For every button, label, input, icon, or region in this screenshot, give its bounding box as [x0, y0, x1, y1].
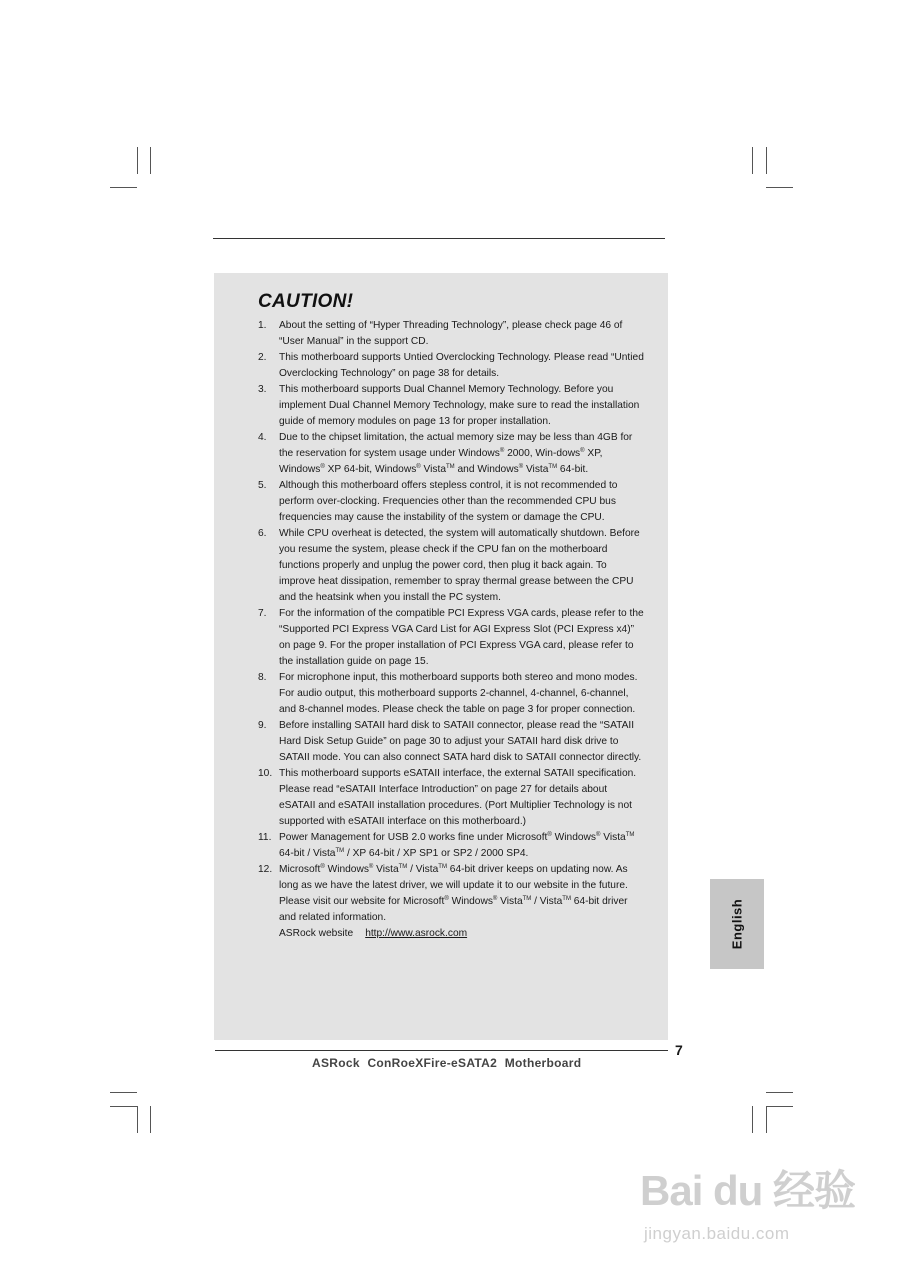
watermark-logo: Bai du 经验 — [640, 1167, 856, 1214]
watermark-url: jingyan.baidu.com — [644, 1224, 790, 1243]
caution-item — [258, 430, 644, 478]
caution-item-number: 6. — [258, 528, 267, 539]
caution-item-text: About the setting of “Hyper Threading Technology”, please check page 46 of “User Manual” in the support CD. — [279, 320, 623, 347]
caution-item-number: 11. — [258, 832, 272, 843]
caution-item-number: 2. — [258, 352, 267, 363]
caution-item-text: Before installing SATAII hard disk to SATAII connector, please read the “SATAII Hard Disk Setup Guide” on page 30 to adjust your SATAII hard disk drive to SATAII mode. You can also connect SATA hard disk to SATAII connector directly. — [279, 720, 642, 763]
header-rule — [213, 238, 665, 239]
language-tab — [710, 879, 764, 969]
crop-mark — [766, 1106, 793, 1107]
caution-item-number: 8. — [258, 672, 267, 683]
footer-rule — [215, 1050, 668, 1051]
caution-item — [258, 478, 644, 526]
caution-item-text: This motherboard supports Untied Overclocking Technology. Please read “Untied Overclocking Technology” on page 38 for details. — [279, 352, 644, 379]
caution-item-text: This motherboard supports eSATAII interface, the external SATAII specification. Please read “eSATAII Interface Introduction” on page 27 for details about eSATAII and eSATAII installation procedures. (Port Multiplier Technology is not supported with eSATAII interface on this motherboard.) — [279, 768, 637, 827]
caution-item — [258, 670, 644, 718]
crop-mark — [766, 187, 793, 188]
caution-item — [258, 718, 644, 766]
caution-item — [258, 830, 644, 862]
caution-title: CAUTION! — [258, 291, 354, 312]
caution-item — [258, 318, 644, 350]
caution-item-text: For microphone input, this motherboard supports both stereo and mono modes. For audio output, this motherboard supports 2-channel, 4-channel, 6-channel, and 8-channel modes. Please check the table on page 3 for proper connection. — [279, 672, 638, 715]
crop-mark — [766, 147, 767, 174]
caution-item — [258, 350, 644, 382]
crop-mark — [150, 147, 151, 174]
caution-item-number: 7. — [258, 608, 267, 619]
crop-mark — [137, 147, 138, 174]
crop-mark — [137, 1106, 138, 1133]
crop-mark — [150, 1106, 151, 1133]
crop-mark — [752, 1106, 753, 1133]
caution-item-number: 10. — [258, 768, 273, 779]
caution-item — [258, 862, 644, 942]
caution-item — [258, 526, 644, 606]
caution-item — [258, 606, 644, 670]
caution-item-text: This motherboard supports Dual Channel Memory Technology. Before you implement Dual Channel Memory Technology, make sure to read the installation guide of memory modules on page 13 for proper installation. — [279, 384, 640, 427]
caution-item-text: Although this motherboard offers stepless control, it is not recommended to perform over-clocking. Frequencies other than the recommended CPU bus frequencies may cause the instability of the system or damage the CPU. — [279, 480, 618, 523]
caution-list — [258, 318, 644, 942]
website-label: ASRock website — [279, 928, 354, 939]
caution-item — [258, 766, 644, 830]
caution-item — [258, 382, 644, 430]
crop-mark — [110, 1106, 137, 1107]
footer-text: ASRock ConRoeXFire-eSATA2 Motherboard — [312, 1056, 582, 1070]
caution-item-number: 3. — [258, 384, 267, 395]
caution-item-number: 1. — [258, 320, 267, 331]
crop-mark — [752, 147, 753, 174]
caution-item-text: Due to the chipset limitation, the actual memory size may be less than 4GB for the reservation for system usage under Windows® 2000, Win-dows® XP, Windows® XP 64-bit, Windows® Vista™ and Windows® Vista™ 64-bit. — [279, 432, 633, 475]
caution-item-number: 5. — [258, 480, 267, 491]
crop-mark — [766, 1092, 793, 1093]
caution-item-number: 12. — [258, 864, 273, 875]
caution-item-number: 4. — [258, 432, 267, 443]
crop-mark — [766, 1106, 767, 1133]
caution-item-text: Microsoft® Windows® Vista™ / Vista™ 64-bit driver keeps on updating now. As long as we have the latest driver, we will update it to our website in the future. Please visit our website for Microsoft® Windows® Vista™ / Vista™ 64-bit driver and related information. — [279, 864, 628, 923]
language-tab-label: English — [729, 898, 745, 950]
watermark — [640, 1150, 880, 1260]
caution-item-text: For the information of the compatible PCI Express VGA cards, please refer to the “Supported PCI Express VGA Card List for AGI Express Slot (PCI Express x4)” on page 9. For the proper installation of PCI Express VGA card, please refer to the installation guide on page 15. — [279, 608, 644, 667]
caution-item-text: Power Management for USB 2.0 works fine under Microsoft® Windows® Vista™ 64-bit / Vista™ / XP 64-bit / XP SP1 or SP2 / 2000 SP4. — [279, 832, 635, 859]
caution-item-number: 9. — [258, 720, 267, 731]
crop-mark — [110, 1092, 137, 1093]
caution-item-text: While CPU overheat is detected, the system will automatically shutdown. Before you resume the system, please check if the CPU fan on the motherboard functions properly and unplug the power cord, then plug it back again. To improve heat dissipation, remember to spray thermal grease between the CPU and the heatsink when you install the PC system. — [279, 528, 640, 603]
website-link[interactable]: http://www.asrock.com — [365, 928, 468, 939]
page-number: 7 — [675, 1042, 683, 1058]
crop-mark — [110, 187, 137, 188]
website-line — [279, 926, 644, 942]
